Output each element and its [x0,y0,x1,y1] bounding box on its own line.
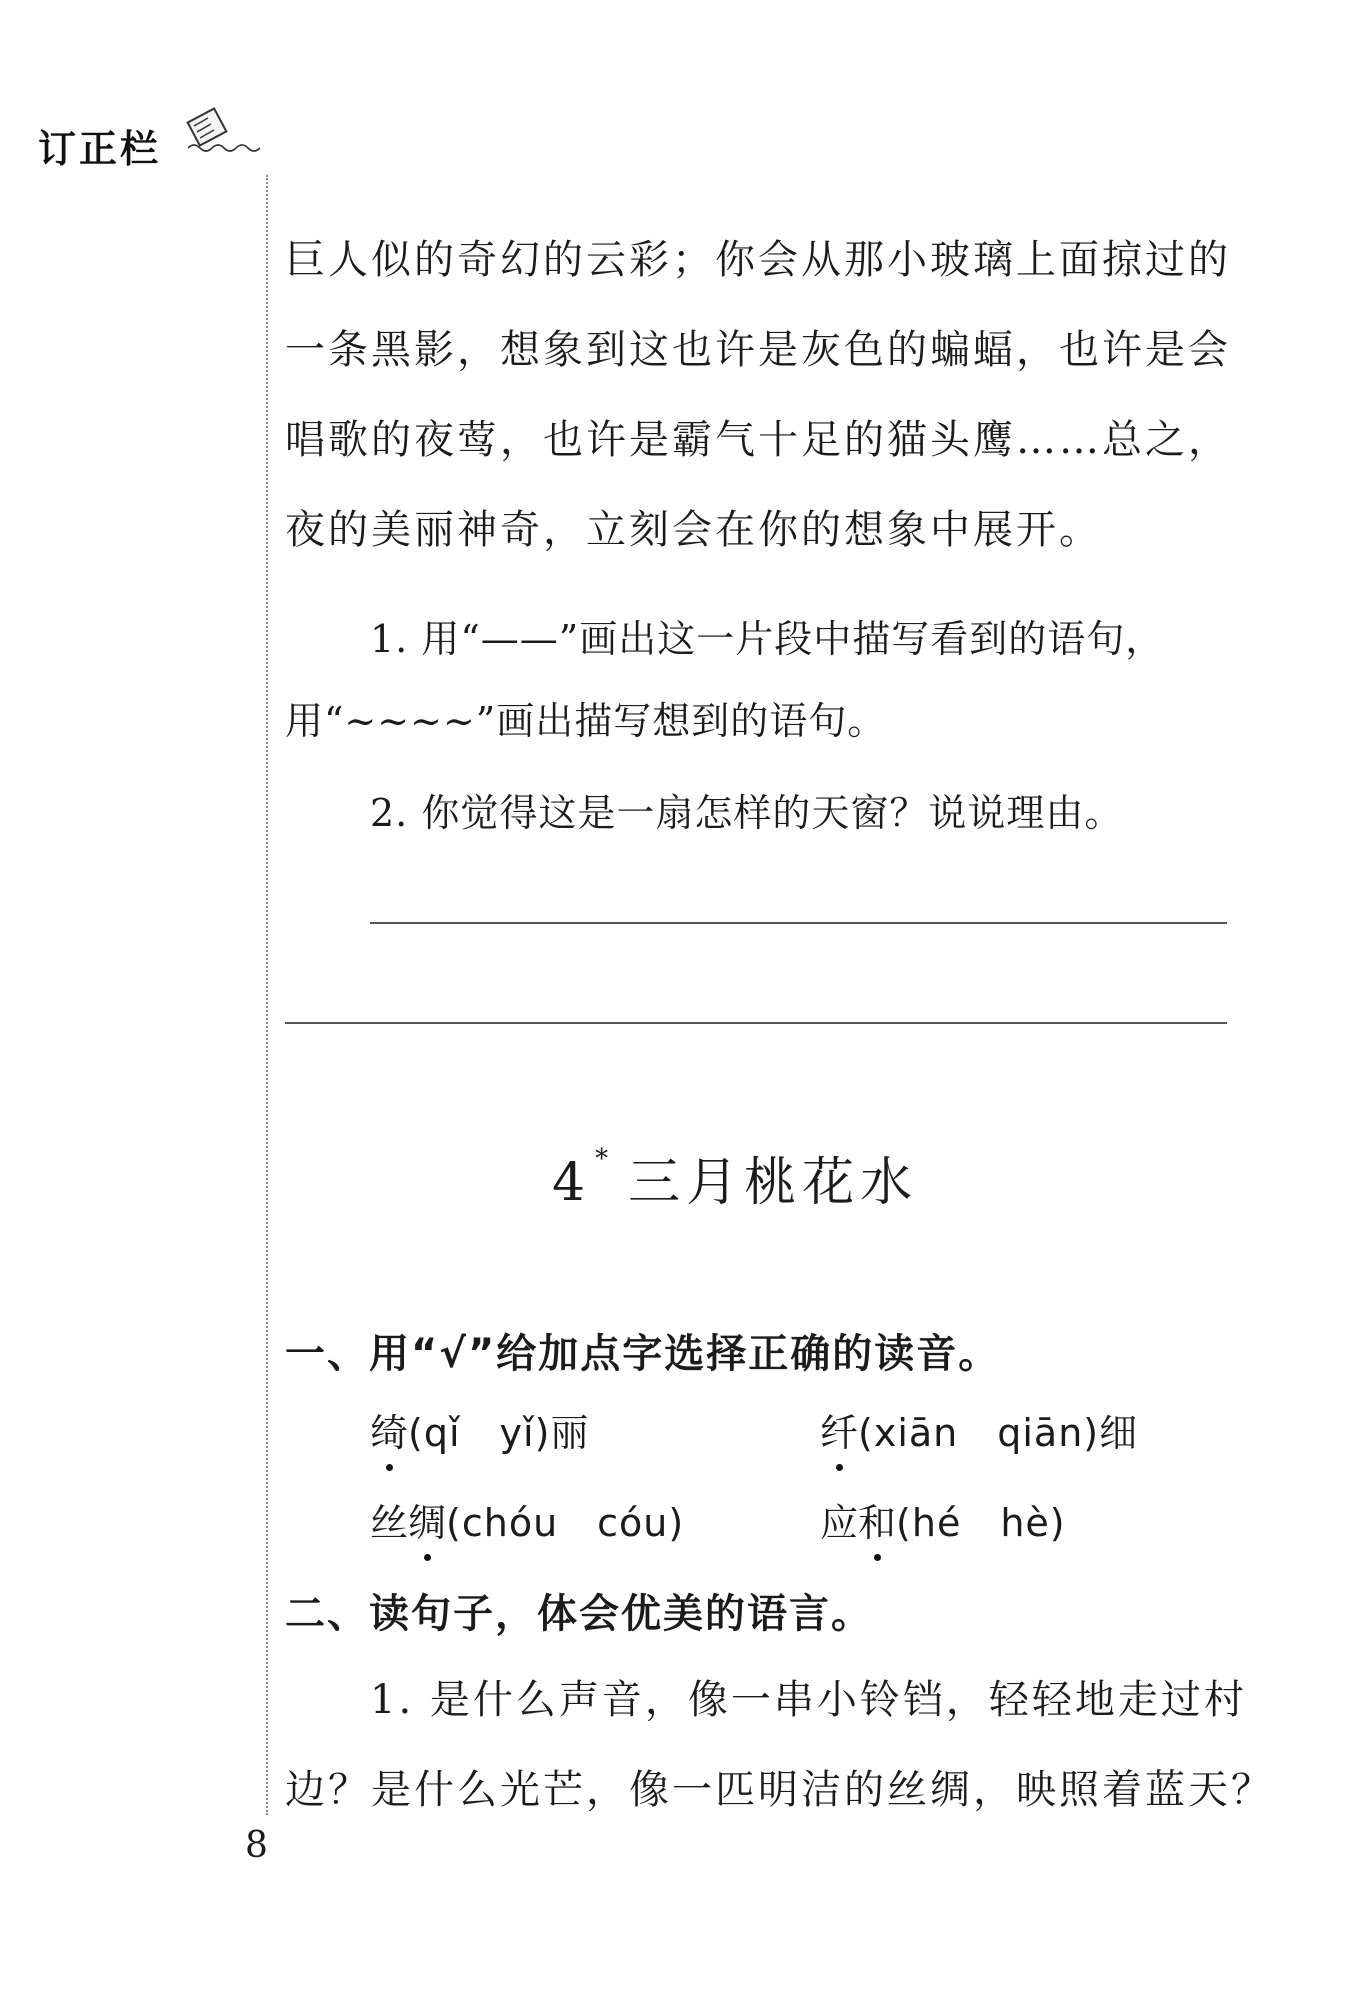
pinyin-item: 应和(hé hè) [820,1492,1066,1547]
question-1-line-1: 1. 用“——”画出这一片段中描写看到的语句， [370,617,1165,661]
answer-line[interactable] [370,922,1227,924]
lesson-number: 4 [552,1153,592,1213]
question-1-line-2: 用“~~~~”画出描写想到的语句。 [285,699,887,743]
pinyin-item: 纤(xiān qiān)细 [820,1402,1137,1457]
pinyin-item: 绮(qǐ yǐ)丽 [370,1402,588,1457]
passage [285,215,1245,575]
dotted-character: 绮 [370,1402,408,1457]
pinyin-choices[interactable]: (chóu cóu) [446,1501,685,1545]
passage-line: 唱歌的夜莺，也许是霸气十足的猫头鹰……总之， [285,417,1231,463]
correction-column-divider [266,175,268,1815]
lesson-name: 三月桃花水 [628,1153,919,1213]
correction-column-title: 订正栏 [38,127,162,171]
lesson-title [552,1140,918,1215]
optional-lesson-marker: * [595,1144,615,1174]
pinyin-item: 丝绸(chóu cóu) [370,1492,684,1547]
pinyin-choices[interactable]: (qǐ yǐ) [408,1411,551,1455]
dotted-character: 绸 [408,1492,446,1547]
answer-line[interactable] [285,1022,1227,1024]
reading-sentences [285,1655,1274,1835]
reading-line: 边？是什么光芒，像一匹明洁的丝绸，映照着蓝天？ [285,1767,1274,1813]
section-2-heading: 二、读句子，体会优美的语言。 [285,1591,873,1637]
passage-line: 夜的美丽神奇，立刻会在你的想象中展开。 [285,507,1102,553]
dotted-character: 和 [858,1492,896,1547]
dotted-character: 纤 [820,1402,858,1457]
passage-line: 巨人似的奇幻的云彩；你会从那小玻璃上面掠过的 [285,237,1231,283]
pinyin-choices[interactable]: (hé hè) [896,1501,1066,1545]
section-1-heading: 一、用“√”给加点字选择正确的读音。 [285,1331,1001,1377]
pinyin-choices[interactable]: (xiān qiān) [858,1411,1100,1455]
reading-line: 1. 是什么声音，像一串小铃铛，轻轻地走过村 [370,1677,1247,1723]
question-2: 2. 你觉得这是一扇怎样的天窗？说说理由。 [370,791,1124,835]
pencil-icon [180,106,270,166]
passage-line: 一条黑影，想象到这也许是灰色的蝙蝠，也许是会 [285,327,1231,373]
page-number: 8 [245,1825,268,1866]
